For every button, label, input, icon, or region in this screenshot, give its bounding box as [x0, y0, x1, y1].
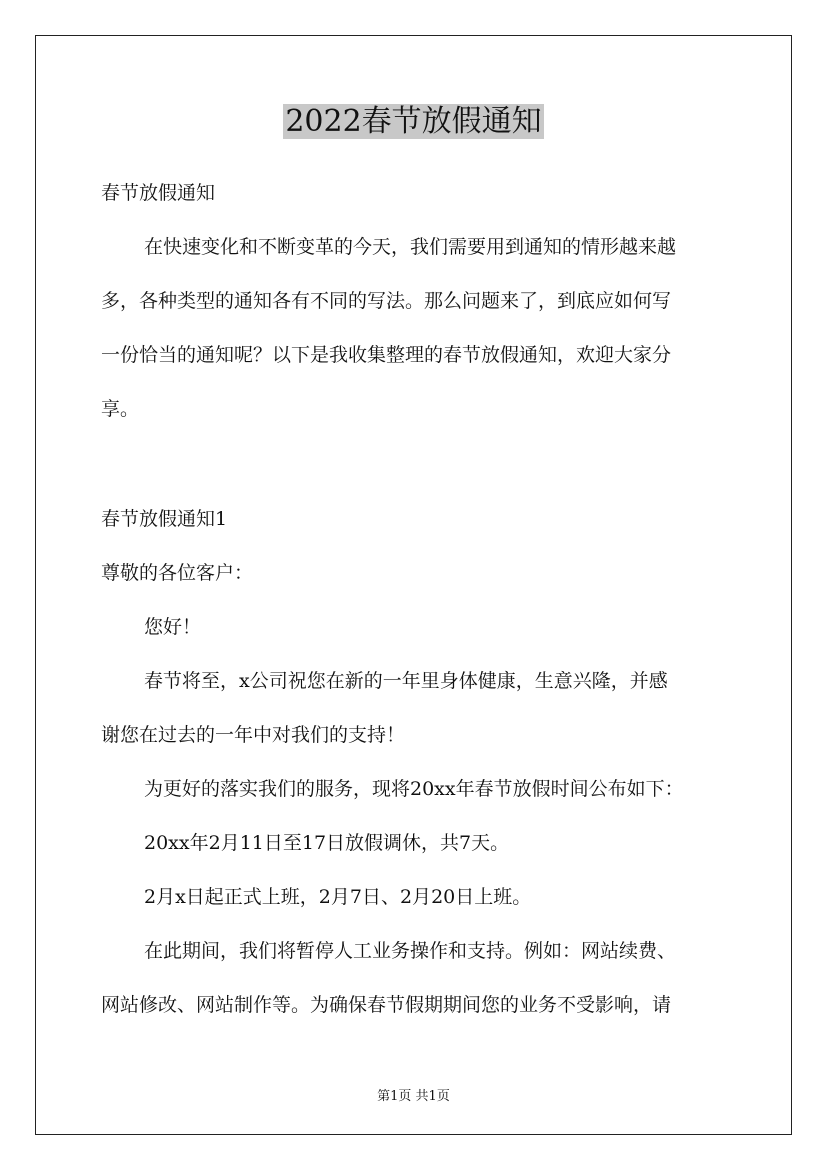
body-line-7: 网站修改、网站制作等。为确保春节假期期间您的业务不受影响，请	[101, 994, 672, 1016]
body-line-4: 20xx年2月11日至17日放假调休，共7天。	[144, 832, 510, 854]
body-line-3: 为更好的落实我们的服务，现将20xx年春节放假时间公布如下：	[144, 778, 684, 800]
body-line-2: 谢您在过去的一年中对我们的支持！	[101, 724, 406, 746]
section-title: 春节放假通知1	[101, 508, 228, 530]
intro-line-4: 享。	[101, 398, 140, 420]
intro-line-1: 在快速变化和不断变革的今天，我们需要用到通知的情形越来越	[144, 236, 677, 258]
greeting: 您好！	[144, 616, 202, 638]
body-line-5: 2月x日起正式上班，2月7日、2月20日上班。	[144, 886, 532, 908]
salutation: 尊敬的各位客户：	[101, 562, 254, 584]
document-title: 2022春节放假通知	[285, 104, 542, 139]
page-number-footer: 第1页 共1页	[377, 1089, 450, 1104]
document-title-wrap	[0, 103, 827, 141]
body-line-6: 在此期间，我们将暂停人工业务操作和支持。例如：网站续费、	[144, 940, 677, 962]
intro-line-2: 多，各种类型的通知各有不同的写法。那么问题来了，到底应如何写	[101, 290, 672, 312]
intro-line-3: 一份恰当的通知呢？以下是我收集整理的春节放假通知，欢迎大家分	[101, 344, 672, 366]
document-heading: 春节放假通知	[101, 182, 216, 204]
body-line-1: 春节将至，x公司祝您在新的一年里身体健康，生意兴隆，并感	[144, 670, 668, 692]
